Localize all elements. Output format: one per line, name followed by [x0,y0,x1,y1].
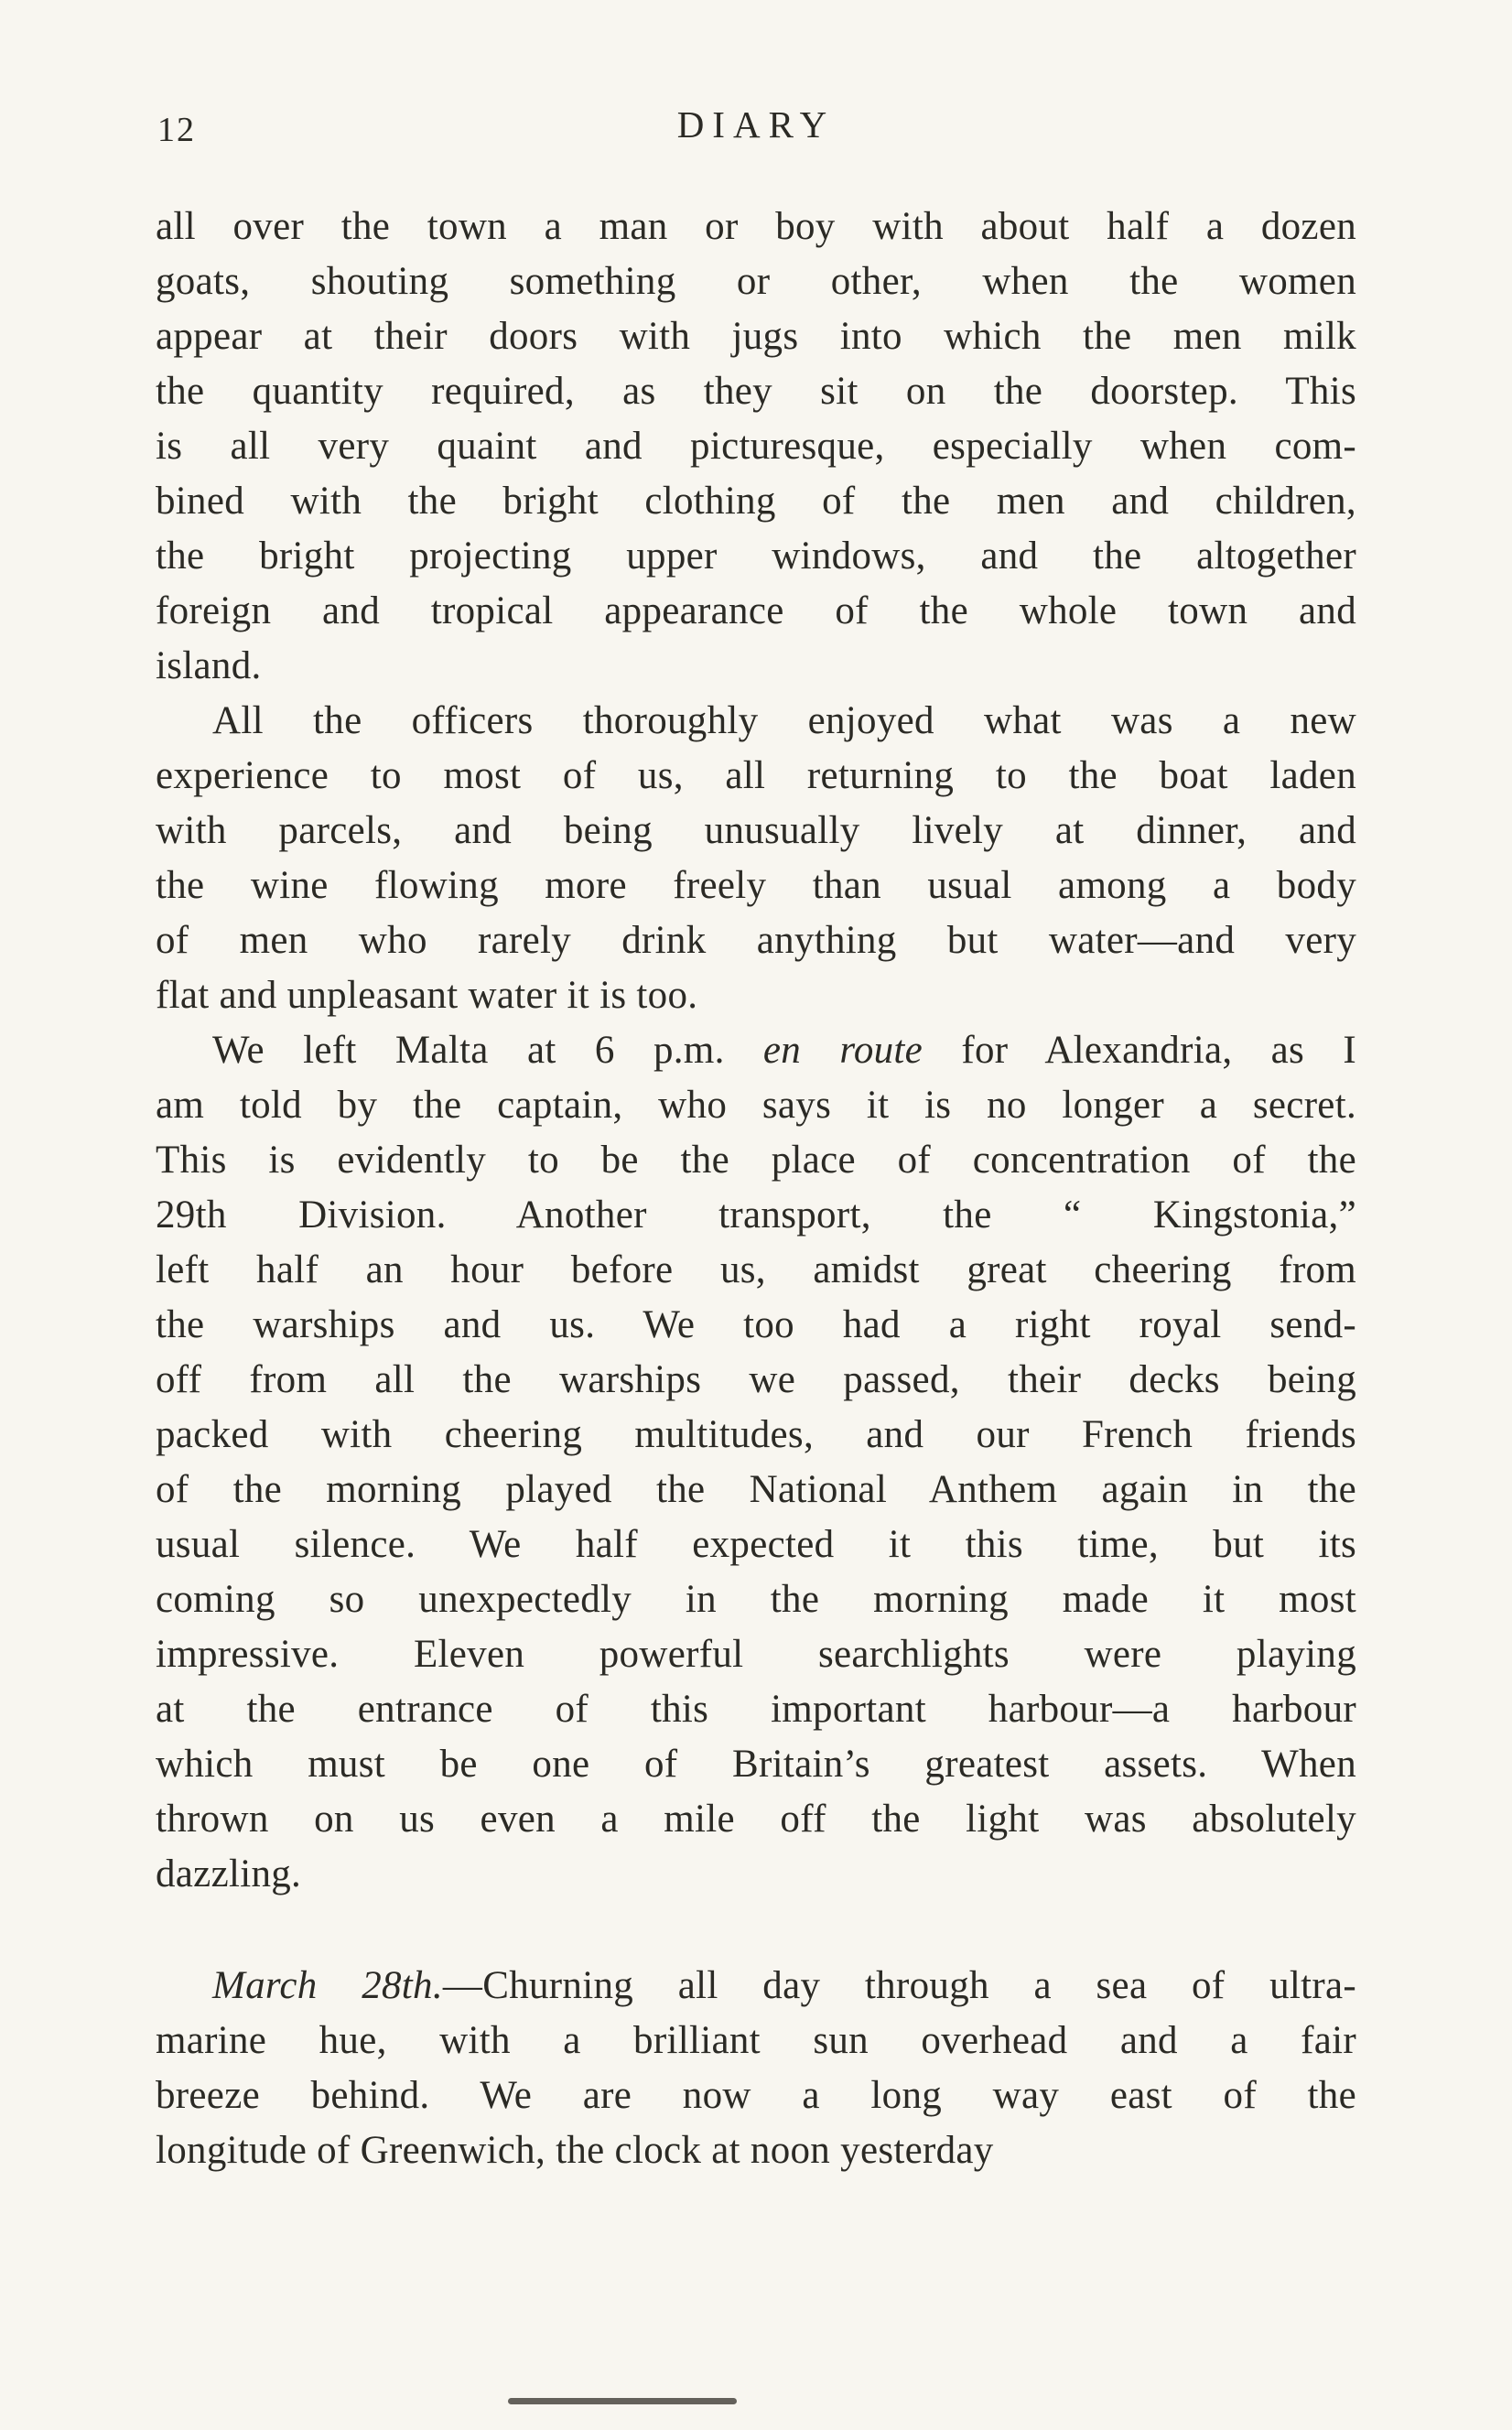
text-line [156,474,1356,529]
text-line [156,1682,1356,1737]
text-line [156,859,1356,913]
text-segment: impressive. Eleven powerful searchlights were playing [156,1633,1356,1676]
text-segment: marine hue, with a brilliant sun overhead and a fair [156,2019,1356,2062]
text-segment: island. [156,644,262,687]
page-title: DIARY [676,103,836,146]
paragraph [156,1023,1356,1902]
text-segment: This is evidently to be the place of concentration of the [156,1139,1356,1182]
text-segment: of the morning played the National Anthem again in the [156,1468,1356,1511]
page-body [156,200,1356,2178]
text-line [156,1353,1356,1408]
text-line [156,1078,1356,1133]
text-segment: packed with cheering multitudes, and our French friends [156,1413,1356,1456]
text-segment: off from all the warships we passed, their decks being [156,1358,1356,1401]
text-segment: 29th Division. Another transport, the “ Kingstonia,” [156,1193,1356,1237]
text-line [156,804,1356,859]
text-line [156,529,1356,584]
text-segment: experience to most of us, all returning to the boat laden [156,754,1356,797]
text-segment: All the officers thoroughly enjoyed what was a new [212,699,1356,742]
text-segment: goats, shouting something or other, when the women [156,260,1356,303]
text-line [156,1188,1356,1243]
text-line [156,968,1356,1023]
text-line [156,1133,1356,1188]
text-line [156,419,1356,474]
running-head [156,103,1356,156]
scan-edge-artifact [508,2398,737,2404]
text-segment: all over the town a man or boy with about half a dozen [156,205,1356,248]
text-line [156,1627,1356,1682]
text-line [156,364,1356,419]
text-segment: left half an hour before us, amidst great cheering from [156,1248,1356,1291]
text-line [156,200,1356,254]
text-line [156,1517,1356,1572]
text-line [156,309,1356,364]
paragraph [156,694,1356,1023]
text-segment: is all very quaint and picturesque, especially when com- [156,425,1356,468]
text-line [156,639,1356,694]
paragraph [156,1959,1356,2178]
text-segment: the wine flowing more freely than usual among a body [156,864,1356,907]
text-line [156,1737,1356,1792]
text-line [156,1959,1356,2014]
text-segment: appear at their doors with jugs into which the men milk [156,315,1356,358]
text-line [156,2068,1356,2123]
text-segment: of men who rarely drink anything but water—and very [156,919,1356,962]
text-line [156,584,1356,639]
text-line [156,1792,1356,1847]
text-segment: We left Malta at 6 p.m. [212,1029,763,1072]
text-line [156,1298,1356,1353]
text-segment: flat and unpleasant water it is too. [156,974,698,1017]
text-line [156,1408,1356,1463]
text-segment: the warships and us. We too had a right royal send- [156,1303,1356,1346]
text-line [156,1572,1356,1627]
paragraph [156,200,1356,694]
text-segment: at the entrance of this important harbour—a harbour [156,1688,1356,1731]
text-segment: coming so unexpectedly in the morning made it most [156,1578,1356,1621]
text-segment: —Churning all day through a sea of ultra- [442,1964,1356,2007]
italic-text: March 28th. [212,1964,443,2007]
text-segment: dazzling. [156,1852,302,1895]
text-line [156,749,1356,804]
page-content [156,103,1356,2178]
text-segment: thrown on us even a mile off the light was absolutely [156,1798,1356,1841]
text-segment: for Alexandria, as I [923,1029,1356,1072]
text-segment: usual silence. We half expected it this time, but its [156,1523,1356,1566]
text-segment: bined with the bright clothing of the men and children, [156,480,1356,523]
text-segment: foreign and tropical appearance of the whole town and [156,589,1356,632]
text-segment: with parcels, and being unusually lively at dinner, and [156,809,1356,852]
text-line [156,694,1356,749]
text-segment: which must be one of Britain’s greatest assets. When [156,1743,1356,1786]
page-number: 12 [157,111,196,149]
text-line [156,2123,1356,2178]
text-segment: longitude of Greenwich, the clock at noon yesterday [156,2129,994,2172]
text-segment: breeze behind. We are now a long way east of the [156,2074,1356,2117]
text-line [156,1243,1356,1298]
text-line [156,2014,1356,2068]
text-segment: the bright projecting upper windows, and the altogether [156,535,1356,578]
italic-text: en route [762,1029,923,1072]
text-segment: am told by the captain, who says it is no longer a secret. [156,1084,1356,1127]
text-line [156,1023,1356,1078]
text-line [156,1847,1356,1902]
text-line [156,1463,1356,1517]
text-line [156,254,1356,309]
text-segment: the quantity required, as they sit on the doorstep. This [156,370,1356,413]
text-line [156,913,1356,968]
